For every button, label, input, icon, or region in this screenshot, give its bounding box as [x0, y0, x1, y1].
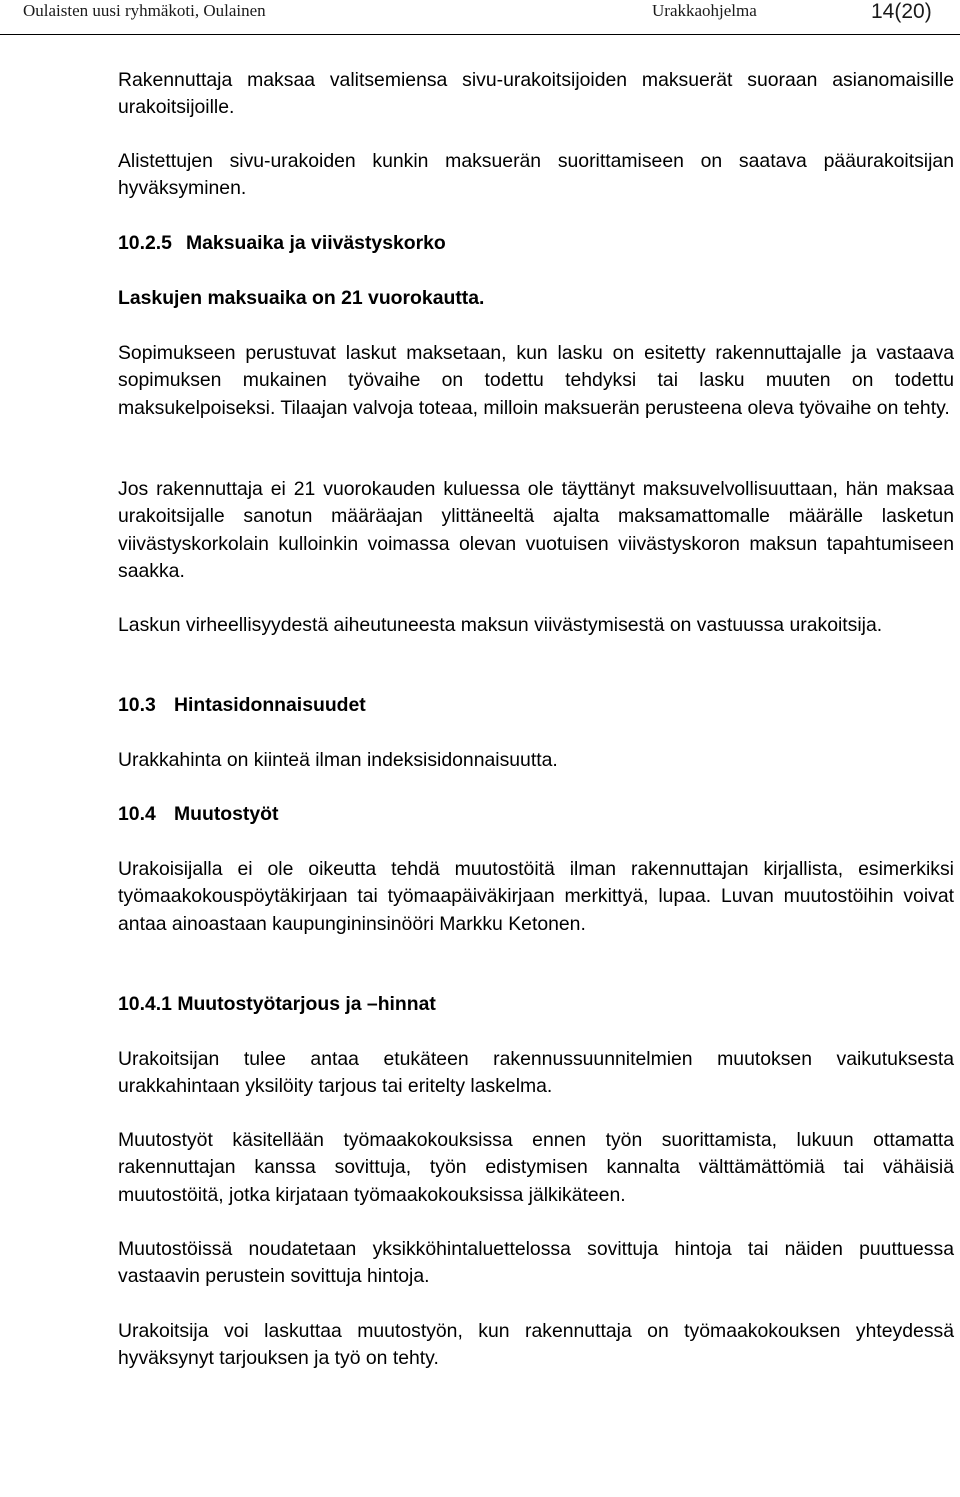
- section-title-10-3: Hintasidonnaisuudet: [174, 694, 366, 716]
- section-number-10-4-1: 10.4.1: [118, 993, 172, 1015]
- paragraph-invoice-errors: Laskun virheellisyydestä aiheutuneesta maksun viivästymisestä on vastuussa urakoitsija.: [118, 614, 883, 636]
- header-rule: [0, 34, 960, 35]
- paragraph-change-permission: Urakoisijalla ei ole oikeutta tehdä muutostöitä ilman rakennuttajan kirjallista, esimerkiksi työmaakokouspöytäkirjaan tai työmaapäiväkirjaan merkittyä, lupaa. Luvan muutostöihin voivat antaa ainoastaan kaupungininsinööri Markku Ketonen.: [118, 858, 954, 935]
- header-organization: Oulaisten uusi ryhmäkoti, Oulainen: [23, 1, 266, 20]
- page-header: [0, 0, 960, 40]
- paragraph-invoices: Sopimukseen perustuvat laskut maksetaan, kun lasku on esitetty rakennuttajalle ja vastaava sopimuksen mukainen työvaihe on todettu tehdyksi tai lasku muuten on todettu maksukelpoiseksi. Tilaajan valvoja toteaa, milloin maksuerän perusteena oleva työvaihe on tehty.: [118, 342, 954, 419]
- paragraph-change-offer: Urakoitsijan tulee antaa etukäteen rakennussuunnitelmien muutoksen vaikutuksesta urakkahintaan yksilöity tarjous tai eritelty laskelma.: [118, 1048, 954, 1098]
- paragraph-unit-prices: Muutostöissä noudatetaan yksikköhintaluettelossa sovittuja hintoja tai näiden puuttuessa vastaavin perustein sovittuja hintoja.: [118, 1238, 954, 1288]
- section-number-10-3: 10.3: [118, 694, 156, 716]
- section-number-10-4: 10.4: [118, 803, 156, 825]
- section-number-10-2-5: 10.2.5: [118, 232, 172, 254]
- paragraph-direct-payments: Rakennuttaja maksaa valitsemiensa sivu-urakoitsijoiden maksuerät suoraan asianomaisille urakoitsijoille.: [118, 69, 954, 119]
- paragraph-site-meetings: Muutostyöt käsitellään työmaakokouksissa ennen työn suorittamista, lukuun ottamatta rakennuttajan kanssa sovittuja, työn edistymisen kannalta välttämättömiä tai vähäisiä muutostöitä, jotka kirjataan työmaakokouksissa jälkikäteen.: [118, 1129, 954, 1206]
- section-title-10-4: Muutostyöt: [174, 803, 279, 825]
- paragraph-main-contractor-approval: Alistettujen sivu-urakoiden kunkin maksuerän suorittamiseen on saatava pääurakoitsijan hyväksyminen.: [118, 150, 954, 200]
- paragraph-late-interest: Jos rakennuttaja ei 21 vuorokauden kuluessa ole täyttänyt maksuvelvollisuuttaan, hän maksaa urakoitsijalle sanotun määräajan ylittäneeltä ajalta maksamattomalle määrälle lasketun viivästyskorkolain kulloinkin voimassa olevan vuotuisen viivästyskoron maksun tapahtumiseen saakka.: [118, 478, 954, 583]
- header-page-number: 14(20): [871, 0, 932, 23]
- paragraph-fixed-price: Urakkahinta on kiinteä ilman indeksisidonnaisuutta.: [118, 749, 558, 771]
- section-lead-payment-time: Laskujen maksuaika on 21 vuorokautta.: [118, 287, 485, 309]
- section-title-10-2-5: Maksuaika ja viivästyskorko: [186, 232, 446, 254]
- header-document-title: Urakkaohjelma: [652, 1, 757, 20]
- section-title-10-4-1-text: Muutostyötarjous ja –hinnat: [177, 993, 436, 1015]
- paragraph-change-billing: Urakoitsija voi laskuttaa muutostyön, kun rakennuttaja on työmaakokouksen yhteydessä hyväksynyt tarjouksen ja työ on tehty.: [118, 1320, 954, 1370]
- section-title-10-4-1: [118, 991, 436, 1018]
